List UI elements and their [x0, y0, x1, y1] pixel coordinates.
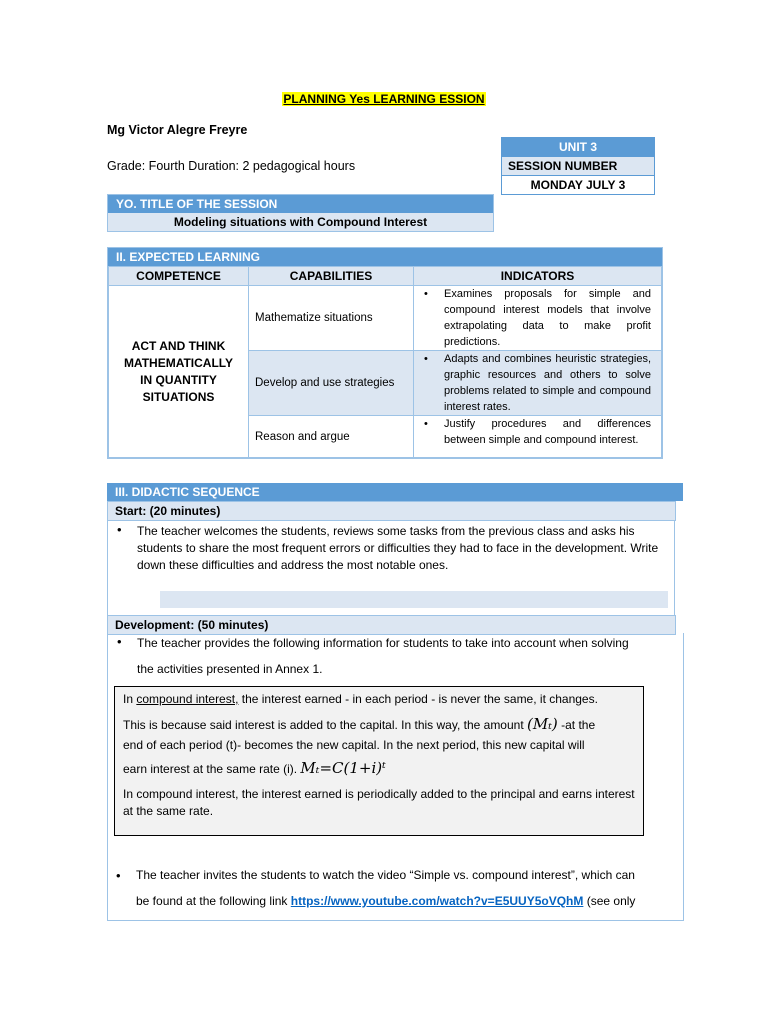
author-name: Mg Victor Alegre Freyre	[107, 123, 248, 137]
capability-cell: Reason and argue	[249, 416, 414, 458]
indicator-cell: • Adapts and combines heuristic strategies, graphic resources and others to solve problems related to simple and compound interest rates.	[414, 351, 662, 416]
unit-box	[501, 137, 655, 195]
capability-cell: Mathematize situations	[249, 286, 414, 351]
column-header: INDICATORS	[414, 267, 662, 286]
section-heading: III. DIDACTIC SEQUENCE	[107, 483, 683, 501]
session-number-label: SESSION NUMBER	[502, 156, 654, 175]
column-header: COMPETENCE	[109, 267, 249, 286]
didactic-sequence-section	[107, 483, 683, 635]
amount-formula: (Mₜ)	[527, 715, 558, 733]
section-heading: YO. TITLE OF THE SESSION	[108, 195, 493, 213]
dev-text-2: • The teacher invites the students to watch the video “Simple vs. compound interest”, which can be found at the following link https://www.youtube.com/watch?v=E5UUY5oVQhM (see only	[107, 867, 682, 910]
development-label: Development: (50 minutes)	[107, 615, 676, 635]
learning-table	[108, 266, 662, 458]
indicator-cell: • Examines proposals for simple and compound interest models that involve extrapolating data to make profit predictions.	[414, 286, 662, 351]
dev-text-1: • The teacher provides the following information for students to take into account when solving	[108, 633, 683, 652]
compound-formula: Mₜ=C(1+i)ᵗ	[300, 759, 386, 777]
dev-text-1b: the activities presented in Annex 1.	[137, 662, 323, 676]
grade-duration: Grade: Fourth Duration: 2 pedagogical hours	[107, 159, 356, 173]
session-title-section	[107, 194, 494, 232]
start-text: • The teacher welcomes the students, reviews some tasks from the previous class and asks his students to share the most frequent errors or difficulties they had to face in the development. Write down these difficulties and address the most notable ones.	[108, 521, 674, 574]
capability-cell: Develop and use strategies	[249, 351, 414, 416]
section-heading: II. EXPECTED LEARNING	[108, 248, 662, 266]
video-link[interactable]: https://www.youtube.com/watch?v=E5UUY5oVQhM	[290, 894, 584, 908]
expected-learning-section	[107, 247, 663, 459]
indicator-cell: • Justify procedures and differences between simple and compound interest.	[414, 416, 662, 458]
column-header: CAPABILITIES	[249, 267, 414, 286]
shaded-empty-row	[160, 591, 668, 608]
start-label: Start: (20 minutes)	[107, 501, 676, 521]
compound-interest-box: In compound interest, the interest earned - in each period - is never the same, it changes. This is because said interest is added to the capital. In this way, the amount (Mₜ) -at the end of each period (t)- becomes the new capital. In the next period, this new capital will earn interest at the same rate (i). Mₜ=C(1+i)ᵗ In compound interest, the interest earned is periodically added to the principal and earns interest at the same rate.	[114, 686, 644, 836]
session-date: MONDAY JULY 3	[502, 175, 654, 194]
unit-label: UNIT 3	[502, 138, 654, 156]
start-block	[107, 521, 675, 615]
document-title: PLANNING Yes LEARNING ESSION	[283, 92, 485, 106]
competence-cell: ACT AND THINK MATHEMATICALLY IN QUANTITY SITUATIONS	[109, 286, 249, 458]
session-title: Modeling situations with Compound Interest	[108, 213, 493, 231]
